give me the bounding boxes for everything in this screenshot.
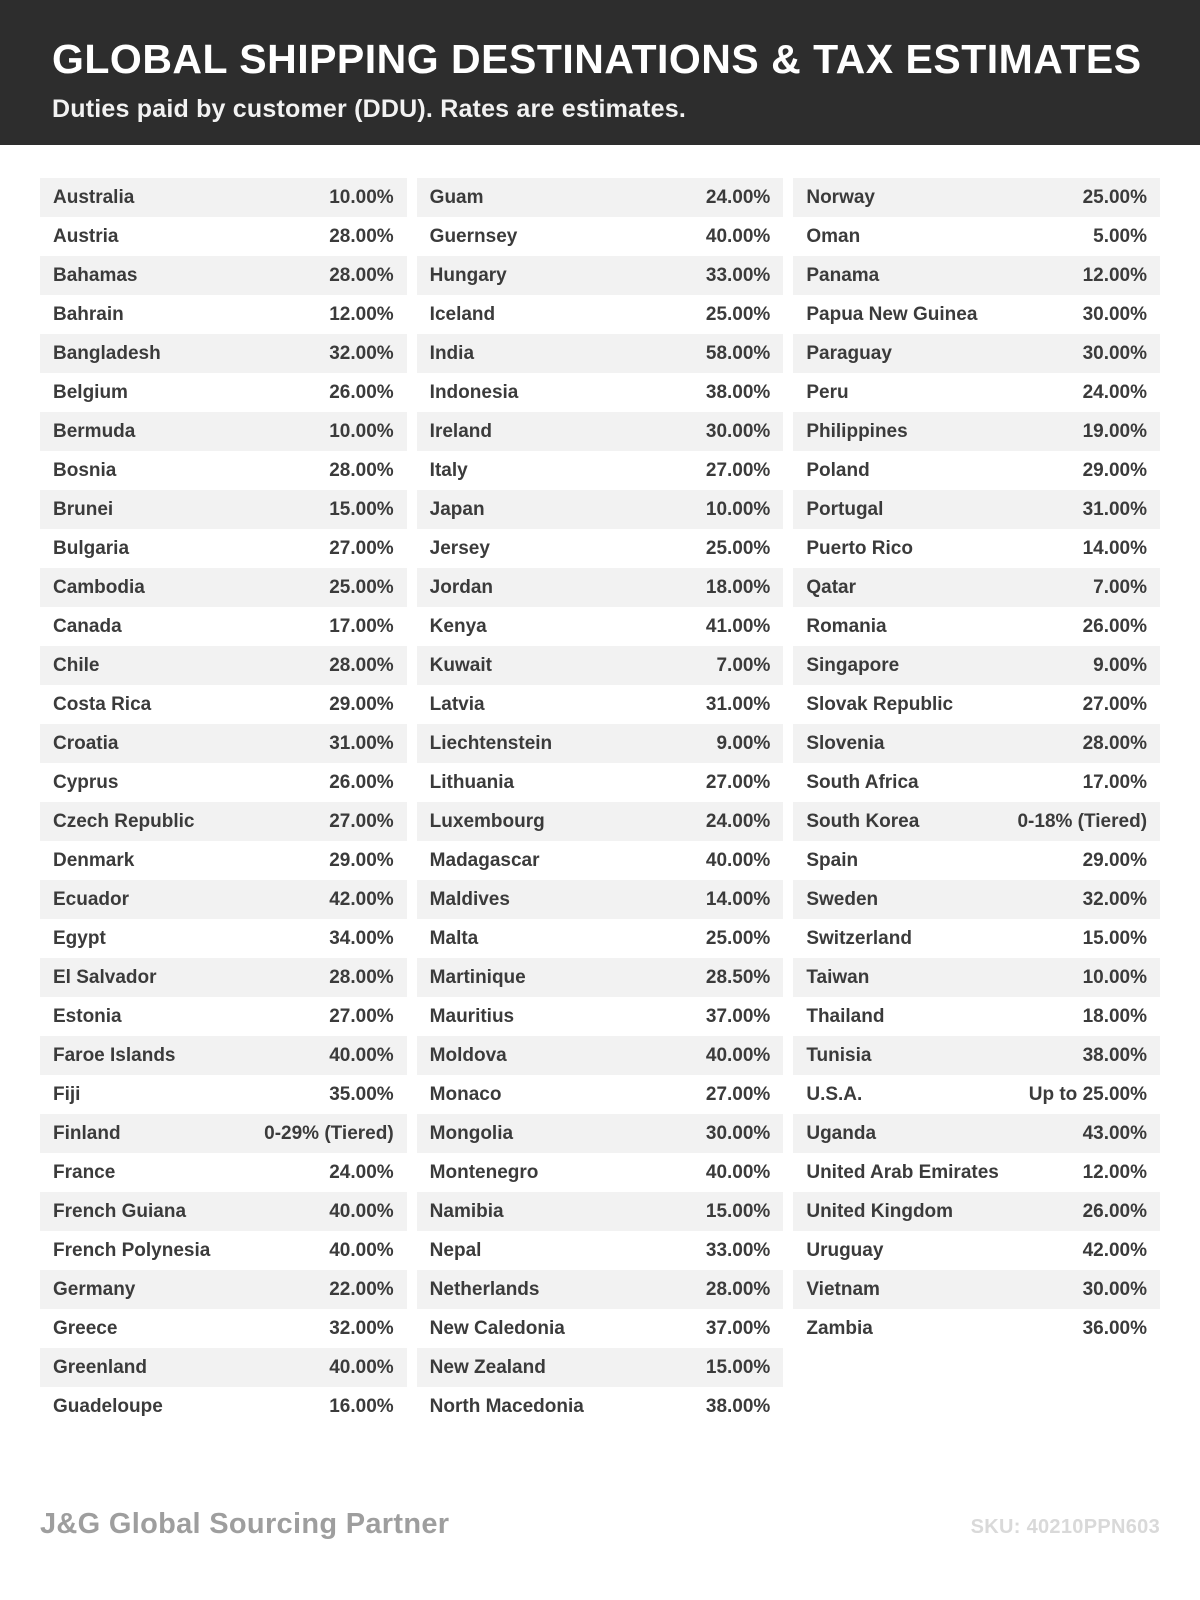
- table-row: [417, 724, 784, 763]
- country-label: Jordan: [429, 576, 494, 598]
- rates-table: [0, 178, 1200, 1426]
- table-row: [793, 1270, 1160, 1309]
- country-label: Panama: [806, 264, 880, 286]
- country-label: Kuwait: [429, 654, 492, 676]
- rate-value: 14.00%: [1082, 537, 1148, 559]
- table-row: [793, 217, 1160, 256]
- table-row: [793, 529, 1160, 568]
- rate-value: 16.00%: [329, 1395, 394, 1417]
- rate-value: 28.00%: [329, 264, 394, 286]
- table-row: [417, 1114, 784, 1153]
- rate-value: 0-18% (Tiered): [1017, 810, 1148, 832]
- country-label: Peru: [806, 381, 849, 403]
- rate-value: 28.50%: [705, 966, 771, 988]
- country-label: Qatar: [806, 576, 856, 598]
- table-row: [40, 607, 407, 646]
- country-label: Japan: [429, 498, 485, 520]
- rate-value: 25.00%: [705, 537, 771, 559]
- table-row: [793, 1075, 1160, 1114]
- rate-value: 14.00%: [705, 888, 771, 910]
- table-row: [417, 997, 784, 1036]
- country-label: Finland: [53, 1122, 121, 1144]
- table-row: [793, 607, 1160, 646]
- table-row: [40, 568, 407, 607]
- table-row: [40, 841, 407, 880]
- country-label: Thailand: [806, 1005, 885, 1027]
- rate-value: 40.00%: [705, 225, 771, 247]
- rate-value: 27.00%: [329, 810, 394, 832]
- country-label: Monaco: [429, 1083, 502, 1105]
- rate-value: 29.00%: [329, 693, 394, 715]
- rate-value: 40.00%: [329, 1200, 394, 1222]
- country-label: Taiwan: [806, 966, 870, 988]
- table-row: [40, 1036, 407, 1075]
- table-row: [793, 490, 1160, 529]
- table-row: [417, 1348, 784, 1387]
- country-label: Moldova: [429, 1044, 507, 1066]
- country-label: Vietnam: [806, 1278, 880, 1300]
- rate-value: 12.00%: [1082, 1161, 1148, 1183]
- rate-value: 35.00%: [329, 1083, 394, 1105]
- table-row: [417, 1192, 784, 1231]
- rate-value: 24.00%: [329, 1161, 394, 1183]
- table-row: [40, 256, 407, 295]
- rate-value: 30.00%: [705, 1122, 771, 1144]
- sku-label: SKU: 40210PPN603: [970, 1516, 1160, 1538]
- rate-value: 31.00%: [329, 732, 394, 754]
- table-row: [417, 256, 784, 295]
- country-label: Canada: [53, 615, 122, 637]
- table-row: [417, 880, 784, 919]
- country-label: Bermuda: [53, 420, 136, 442]
- rate-value: 26.00%: [329, 381, 394, 403]
- rate-value: 30.00%: [1082, 303, 1148, 325]
- country-label: Faroe Islands: [53, 1044, 176, 1066]
- table-row: [417, 607, 784, 646]
- table-row: [793, 841, 1160, 880]
- table-row: [417, 1153, 784, 1192]
- country-label: Cambodia: [53, 576, 145, 598]
- table-row: [40, 1153, 407, 1192]
- table-row: [793, 1036, 1160, 1075]
- country-label: United Kingdom: [806, 1200, 954, 1222]
- table-row: [40, 646, 407, 685]
- table-row: [417, 295, 784, 334]
- rate-value: 7.00%: [716, 654, 771, 676]
- rate-value: 33.00%: [705, 1239, 771, 1261]
- country-label: United Arab Emirates: [806, 1161, 999, 1183]
- rate-value: 38.00%: [1082, 1044, 1148, 1066]
- rate-value: 40.00%: [705, 1044, 771, 1066]
- country-label: India: [429, 342, 475, 364]
- rate-value: 28.00%: [705, 1278, 771, 1300]
- country-label: Uruguay: [806, 1239, 884, 1261]
- country-label: Sweden: [806, 888, 879, 910]
- country-label: Slovenia: [806, 732, 885, 754]
- country-label: Malta: [429, 927, 479, 949]
- table-row: [793, 1153, 1160, 1192]
- country-label: Tunisia: [806, 1044, 872, 1066]
- rate-value: 24.00%: [705, 186, 771, 208]
- country-label: Austria: [53, 225, 119, 247]
- country-label: Zambia: [806, 1317, 873, 1339]
- country-label: Ecuador: [53, 888, 130, 910]
- rate-value: 40.00%: [329, 1044, 394, 1066]
- country-label: Estonia: [53, 1005, 122, 1027]
- rate-value: 30.00%: [1082, 1278, 1148, 1300]
- brand-text: J&G Global Sourcing Partner: [40, 1508, 450, 1540]
- rate-value: 26.00%: [1082, 615, 1148, 637]
- country-label: Liechtenstein: [429, 732, 553, 754]
- rate-value: 36.00%: [1082, 1317, 1148, 1339]
- table-row: [40, 1114, 407, 1153]
- country-label: Martinique: [429, 966, 526, 988]
- page-title: GLOBAL SHIPPING DESTINATIONS & TAX ESTIMATES: [52, 36, 1142, 82]
- rate-value: 12.00%: [329, 303, 394, 325]
- country-label: Bosnia: [53, 459, 117, 481]
- table-row: [417, 334, 784, 373]
- table-row: [40, 217, 407, 256]
- rate-value: 28.00%: [1082, 732, 1148, 754]
- table-row: [40, 1192, 407, 1231]
- rate-value: 15.00%: [1082, 927, 1148, 949]
- table-row: [40, 451, 407, 490]
- country-label: Belgium: [53, 381, 128, 403]
- rate-value: 10.00%: [705, 498, 771, 520]
- country-label: Poland: [806, 459, 870, 481]
- table-row: [417, 1270, 784, 1309]
- rate-value: 17.00%: [329, 615, 394, 637]
- rate-value: 24.00%: [1082, 381, 1148, 403]
- rate-value: Up to 25.00%: [1028, 1083, 1148, 1105]
- country-label: Spain: [806, 849, 859, 871]
- country-label: Norway: [806, 186, 875, 208]
- table-row: [793, 1192, 1160, 1231]
- table-row: [417, 802, 784, 841]
- rate-value: 26.00%: [1082, 1200, 1148, 1222]
- country-label: Mongolia: [429, 1122, 514, 1144]
- rate-value: 10.00%: [1082, 966, 1148, 988]
- table-row: [417, 841, 784, 880]
- rate-value: 58.00%: [705, 342, 771, 364]
- table-row: [417, 763, 784, 802]
- table-row: [417, 568, 784, 607]
- page-subtitle: Duties paid by customer (DDU). Rates are estimates.: [52, 95, 687, 124]
- table-row: [40, 412, 407, 451]
- rate-value: 42.00%: [329, 888, 394, 910]
- rate-value: 28.00%: [329, 654, 394, 676]
- table-row: [40, 724, 407, 763]
- country-label: Madagascar: [429, 849, 540, 871]
- rate-value: 31.00%: [1082, 498, 1148, 520]
- country-label: Guadeloupe: [53, 1395, 163, 1417]
- rate-value: 25.00%: [705, 303, 771, 325]
- table-row: [793, 568, 1160, 607]
- table-row: [793, 802, 1160, 841]
- rate-value: 31.00%: [705, 693, 771, 715]
- country-label: Greenland: [53, 1356, 147, 1378]
- table-row: [793, 724, 1160, 763]
- rate-column-2: [417, 178, 784, 1426]
- rate-value: 40.00%: [329, 1239, 394, 1261]
- table-row: [40, 802, 407, 841]
- country-label: Czech Republic: [53, 810, 195, 832]
- table-row: [40, 1387, 407, 1426]
- country-label: U.S.A.: [806, 1083, 863, 1105]
- rate-value: 32.00%: [1082, 888, 1148, 910]
- rate-value: 28.00%: [329, 459, 394, 481]
- rate-value: 28.00%: [329, 966, 394, 988]
- page-footer: [40, 1508, 1160, 1541]
- rate-value: 27.00%: [1082, 693, 1148, 715]
- rate-value: 27.00%: [705, 1083, 771, 1105]
- rate-value: 15.00%: [705, 1200, 771, 1222]
- table-row: [793, 919, 1160, 958]
- table-row: [417, 919, 784, 958]
- rate-value: 26.00%: [329, 771, 394, 793]
- country-label: Denmark: [53, 849, 135, 871]
- country-label: Portugal: [806, 498, 884, 520]
- table-row: [417, 1309, 784, 1348]
- country-label: Croatia: [53, 732, 119, 754]
- country-label: Puerto Rico: [806, 537, 913, 559]
- country-label: New Caledonia: [429, 1317, 565, 1339]
- table-row: [40, 1270, 407, 1309]
- rate-value: 37.00%: [705, 1317, 771, 1339]
- country-label: French Polynesia: [53, 1239, 211, 1261]
- rate-value: 27.00%: [705, 459, 771, 481]
- rate-value: 32.00%: [329, 1317, 394, 1339]
- country-label: Lithuania: [429, 771, 515, 793]
- rate-value: 25.00%: [329, 576, 394, 598]
- table-row: [40, 334, 407, 373]
- rate-value: 18.00%: [1082, 1005, 1148, 1027]
- table-row: [40, 763, 407, 802]
- country-label: Bahrain: [53, 303, 124, 325]
- country-label: Papua New Guinea: [806, 303, 978, 325]
- country-label: Bangladesh: [53, 342, 161, 364]
- table-row: [417, 1231, 784, 1270]
- country-label: Philippines: [806, 420, 908, 442]
- table-row: [793, 373, 1160, 412]
- table-row: [40, 685, 407, 724]
- country-label: Guernsey: [429, 225, 518, 247]
- rate-value: 43.00%: [1082, 1122, 1148, 1144]
- rate-value: 37.00%: [705, 1005, 771, 1027]
- table-row: [793, 997, 1160, 1036]
- country-label: Cyprus: [53, 771, 119, 793]
- country-label: Romania: [806, 615, 887, 637]
- rate-value: 15.00%: [705, 1356, 771, 1378]
- table-row: [793, 958, 1160, 997]
- table-row: [417, 685, 784, 724]
- table-row: [417, 490, 784, 529]
- rate-value: 18.00%: [705, 576, 771, 598]
- rate-value: 29.00%: [1082, 849, 1148, 871]
- country-label: Australia: [53, 186, 135, 208]
- country-label: Montenegro: [429, 1161, 539, 1183]
- country-label: South Korea: [806, 810, 920, 832]
- rate-value: 7.00%: [1093, 576, 1148, 598]
- country-label: Luxembourg: [429, 810, 545, 832]
- rate-value: 30.00%: [1082, 342, 1148, 364]
- table-row: [417, 529, 784, 568]
- rate-value: 38.00%: [705, 1395, 771, 1417]
- rate-value: 15.00%: [329, 498, 394, 520]
- rate-value: 40.00%: [329, 1356, 394, 1378]
- table-row: [40, 1348, 407, 1387]
- country-label: Oman: [806, 225, 861, 247]
- rate-value: 0-29% (Tiered): [264, 1122, 394, 1144]
- country-label: Maldives: [429, 888, 510, 910]
- table-row: [40, 880, 407, 919]
- rate-value: 10.00%: [329, 420, 394, 442]
- table-row: [793, 256, 1160, 295]
- table-row: [40, 1309, 407, 1348]
- country-label: Costa Rica: [53, 693, 152, 715]
- rate-value: 9.00%: [1093, 654, 1148, 676]
- rate-value: 29.00%: [329, 849, 394, 871]
- country-label: Switzerland: [806, 927, 912, 949]
- rate-value: 28.00%: [329, 225, 394, 247]
- table-row: [793, 880, 1160, 919]
- table-row: [40, 997, 407, 1036]
- rate-value: 27.00%: [329, 1005, 394, 1027]
- country-label: Egypt: [53, 927, 106, 949]
- rate-value: 40.00%: [705, 849, 771, 871]
- rate-column-3: [793, 178, 1160, 1426]
- country-label: Germany: [53, 1278, 136, 1300]
- rate-value: 22.00%: [329, 1278, 394, 1300]
- country-label: Paraguay: [806, 342, 892, 364]
- country-label: Fiji: [53, 1083, 81, 1105]
- rate-value: 32.00%: [329, 342, 394, 364]
- country-label: Ireland: [429, 420, 492, 442]
- table-row: [793, 685, 1160, 724]
- country-label: Mauritius: [429, 1005, 515, 1027]
- country-label: Greece: [53, 1317, 118, 1339]
- rate-value: 27.00%: [705, 771, 771, 793]
- country-label: Brunei: [53, 498, 114, 520]
- country-label: France: [53, 1161, 116, 1183]
- rate-value: 38.00%: [705, 381, 771, 403]
- country-label: Indonesia: [429, 381, 519, 403]
- country-label: Uganda: [806, 1122, 877, 1144]
- country-label: Guam: [429, 186, 484, 208]
- country-label: Kenya: [429, 615, 487, 637]
- country-label: South Africa: [806, 771, 919, 793]
- table-row: [417, 217, 784, 256]
- rate-value: 17.00%: [1082, 771, 1148, 793]
- rate-value: 29.00%: [1082, 459, 1148, 481]
- rate-value: 5.00%: [1093, 225, 1148, 247]
- country-label: New Zealand: [429, 1356, 546, 1378]
- rate-value: 40.00%: [705, 1161, 771, 1183]
- country-label: Jersey: [429, 537, 490, 559]
- country-label: Namibia: [429, 1200, 504, 1222]
- table-row: [417, 451, 784, 490]
- rate-value: 25.00%: [705, 927, 771, 949]
- country-label: Singapore: [806, 654, 900, 676]
- table-row: [417, 178, 784, 217]
- rate-value: 33.00%: [705, 264, 771, 286]
- table-row: [417, 958, 784, 997]
- table-row: [40, 958, 407, 997]
- table-row: [793, 178, 1160, 217]
- rate-column-1: [40, 178, 407, 1426]
- rate-value: 42.00%: [1082, 1239, 1148, 1261]
- rate-value: 41.00%: [705, 615, 771, 637]
- rate-value: 34.00%: [329, 927, 394, 949]
- country-label: Bulgaria: [53, 537, 130, 559]
- country-label: Iceland: [429, 303, 496, 325]
- table-row: [793, 763, 1160, 802]
- country-label: North Macedonia: [429, 1395, 584, 1417]
- table-row: [793, 451, 1160, 490]
- table-row: [417, 373, 784, 412]
- table-row: [40, 178, 407, 217]
- table-row: [417, 412, 784, 451]
- country-label: Latvia: [429, 693, 485, 715]
- page-header: [0, 0, 1200, 145]
- country-label: Nepal: [429, 1239, 482, 1261]
- table-row: [793, 1114, 1160, 1153]
- table-row: [40, 529, 407, 568]
- rate-value: 19.00%: [1082, 420, 1148, 442]
- table-row: [793, 1309, 1160, 1348]
- table-row: [793, 295, 1160, 334]
- table-row: [40, 1075, 407, 1114]
- country-label: Hungary: [429, 264, 507, 286]
- rate-value: 9.00%: [716, 732, 771, 754]
- table-row: [417, 1075, 784, 1114]
- country-label: French Guiana: [53, 1200, 187, 1222]
- table-row: [793, 1231, 1160, 1270]
- country-label: Bahamas: [53, 264, 138, 286]
- table-row: [40, 1231, 407, 1270]
- table-row: [417, 646, 784, 685]
- table-row: [40, 295, 407, 334]
- table-row: [40, 373, 407, 412]
- country-label: Italy: [429, 459, 468, 481]
- country-label: Slovak Republic: [806, 693, 954, 715]
- rate-value: 25.00%: [1082, 186, 1148, 208]
- table-row: [793, 646, 1160, 685]
- table-row: [417, 1387, 784, 1426]
- rate-value: 27.00%: [329, 537, 394, 559]
- table-row: [793, 412, 1160, 451]
- table-row: [40, 490, 407, 529]
- country-label: Chile: [53, 654, 100, 676]
- rate-value: 10.00%: [329, 186, 394, 208]
- country-label: Netherlands: [429, 1278, 540, 1300]
- table-row: [40, 919, 407, 958]
- table-row: [417, 1036, 784, 1075]
- rate-value: 24.00%: [705, 810, 771, 832]
- country-label: El Salvador: [53, 966, 157, 988]
- table-row: [793, 334, 1160, 373]
- rate-value: 12.00%: [1082, 264, 1148, 286]
- rate-value: 30.00%: [705, 420, 771, 442]
